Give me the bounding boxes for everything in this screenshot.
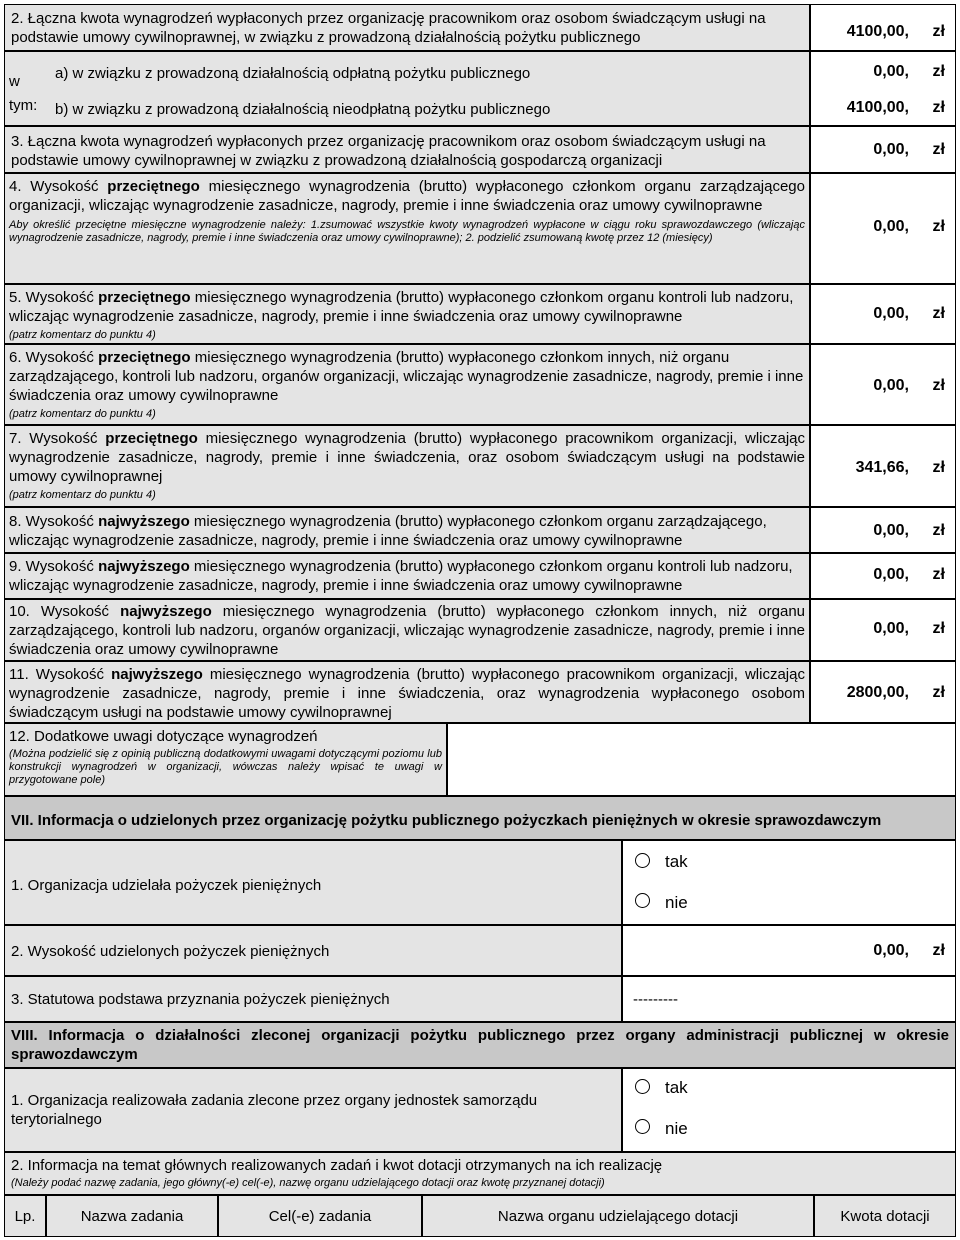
row-7-value — [810, 425, 956, 507]
row-2-amount: 4100,00, — [846, 23, 909, 40]
s8-q1-tak-radio[interactable] — [635, 1079, 650, 1094]
section-7-title: VII. Informacja o udzielonych przez organizację pożytku publicznego pożyczkach pieniężnych w okresie sprawozdawczym — [11, 812, 882, 829]
row-5-text-pre: 5. Wysokość — [9, 289, 99, 306]
row-9-label-cell — [4, 553, 810, 599]
s7-q1-nie-radio[interactable] — [635, 893, 650, 908]
row-8-currency: zł — [932, 522, 945, 539]
row-8-value — [810, 507, 956, 553]
row-12-text: 12. Dodatkowe uwagi dotyczące wynagrodzeń — [9, 728, 318, 745]
row-7-label-cell — [4, 425, 810, 507]
row-10-value — [810, 599, 956, 661]
row-5-text-emphasis: przeciętnego — [98, 289, 191, 306]
row-2-value — [810, 4, 956, 51]
s7-q3-text: 3. Statutowa podstawa przyznania pożyczek pieniężnych — [11, 991, 390, 1008]
row-2b-value — [810, 89, 956, 126]
s7-q2-text: 2. Wysokość udzielonych pożyczek pieniężnych — [11, 943, 330, 960]
row-3-value — [810, 126, 956, 173]
row-4-text-pre: 4. Wysokość — [9, 178, 108, 195]
row-9-text — [9, 557, 805, 595]
row-2b-currency: zł — [932, 99, 945, 116]
table-header-grant-amount: Kwota dotacji — [814, 1195, 956, 1237]
row-2b-amount: 4100,00, — [846, 99, 909, 116]
table-header-grant-authority: Nazwa organu udzielającego dotacji — [422, 1195, 814, 1237]
row-4-amount: 0,00, — [873, 218, 909, 235]
row-8-text-post: miesięcznego wynagrodzenia (brutto) wypłaconego członkom organu zarządzającego, wliczając wynagrodzenie zasadnicze, nagrody, premie i inne świadczenia oraz umowy cywilnoprawne — [9, 513, 767, 549]
row-4-currency: zł — [932, 218, 945, 235]
row-10-text-pre: 10. Wysokość — [9, 603, 121, 620]
row-4-label-cell — [4, 173, 810, 284]
row-6-note: (patrz komentarz do punktu 4) — [9, 408, 156, 420]
row-11-text-post: miesięcznego wynagrodzenia (brutto) wypłaconego pracownikom organizacji, wliczając wynagrodzenie zasadnicze, nagrody, premie i inne świadczenia, oraz wynagrodzenia wypłaconego osobom świadczącym usługi na podstawie umowy cywilnoprawnej — [9, 666, 805, 721]
row-7-amount: 341,66, — [855, 459, 909, 476]
s8-q1-options-cell — [622, 1068, 956, 1152]
row-5-text-post: miesięcznego wynagrodzenia (brutto) wypłaconego członkom organu kontroli lub nadzoru, wliczając wynagrodzenie zasadnicze, nagrody, premie i inne świadczenia oraz umowy cywilnoprawne — [9, 289, 794, 325]
row-2b-text: b) w związku z prowadzoną działalnością nieodpłatną pożytku publicznego — [55, 101, 551, 118]
row-5-amount: 0,00, — [873, 305, 909, 322]
s7-q2-label-cell — [4, 925, 622, 976]
s7-q1-label-cell — [4, 840, 622, 925]
row-6-label-cell — [4, 344, 810, 425]
w-tym-cell — [4, 51, 810, 126]
row-5-label-cell — [4, 284, 810, 344]
table-header-task-name: Nazwa zadania — [46, 1195, 218, 1237]
s8-q2-note: (Należy podać nazwę zadania, jego główny(-e) cel(-e), nazwę organu udzielającego dotacji oraz kwotę przyznanej dotacji) — [11, 1177, 605, 1189]
row-9-amount: 0,00, — [873, 566, 909, 583]
row-6-text-emphasis: przeciętnego — [98, 349, 191, 366]
s8-q1-tak-label[interactable]: tak — [665, 1078, 688, 1097]
row-4-text — [9, 177, 805, 215]
row-4-note: Aby określić przeciętne miesięczne wynagrodzenie należy: 1.zsumować wszystkie kwoty wynagrodzeń wypłacone w ciągu roku sprawozdawczego (wliczając wynagrodzenie zasadnicze, nagrody, premie i inne świadczenia oraz umowy cywilnoprawne); 2. podzielić zsumowaną kwotę przez 12 (miesięcy) — [9, 219, 805, 244]
row-9-value — [810, 553, 956, 599]
row-12-remarks-field[interactable] — [447, 723, 956, 796]
row-6-currency: zł — [932, 377, 945, 394]
row-2a-currency: zł — [932, 63, 945, 80]
row-10-label-cell — [4, 599, 810, 661]
row-5-currency: zł — [932, 305, 945, 322]
section-8-title: VIII. Informacja o działalności zleconej organizacji pożytku publicznego przez organy administracji publicznej w okresie sprawozdawczym — [11, 1027, 949, 1063]
row-10-currency: zł — [932, 620, 945, 637]
row-7-text-emphasis: przeciętnego — [105, 430, 198, 447]
row-7-text-pre: 7. Wysokość — [9, 430, 106, 447]
s7-q1-text: 1. Organizacja udzielała pożyczek pieniężnych — [11, 877, 322, 894]
s8-q2-text: 2. Informacja na temat głównych realizowanych zadań i kwot dotacji otrzymanych na ich realizację — [11, 1157, 663, 1174]
row-12-note: (Można podzielić się z opinią publiczną dodatkowymi uwagami dotyczącymi poziomu lub konstrukcji wynagrodzeń w organizacji, wówczas należy wpisać te uwagi w przygotowane pole) — [9, 748, 442, 786]
row-4-value — [810, 173, 956, 284]
s8-q1-nie-radio[interactable] — [635, 1119, 650, 1134]
s7-q2-value — [622, 925, 956, 976]
row-11-currency: zł — [932, 684, 945, 701]
row-5-note: (patrz komentarz do punktu 4) — [9, 329, 156, 341]
row-11-value — [810, 661, 956, 723]
row-2-label-cell — [4, 4, 810, 51]
s7-q3-value-cell — [622, 976, 956, 1022]
s7-q2-currency: zł — [932, 942, 945, 959]
row-4-text-post: miesięcznego wynagrodzenia (brutto) wypłaconego członkom organu zarządzającego organizacji, wliczając wynagrodzenie zasadnicze, nagrody, premie i inne świadczenia oraz umowy cywilnoprawne — [9, 178, 805, 214]
row-9-text-emphasis: najwyższego — [98, 558, 190, 575]
row-3-amount: 0,00, — [873, 141, 909, 158]
row-8-amount: 0,00, — [873, 522, 909, 539]
row-9-text-post: miesięcznego wynagrodzenia (brutto) wypłaconego członkom organu kontroli lub nadzoru, wliczając wynagrodzenie zasadnicze, nagrody, premie i inne świadczenia oraz umowy cywilnoprawne — [9, 558, 793, 594]
table-header-lp: Lp. — [4, 1195, 46, 1237]
row-3-text: 3. Łączna kwota wynagrodzeń wypłaconych przez organizację pracownikom oraz osobom świadczącym usługi na podstawie umowy cywilnoprawnej w związku z prowadzoną działalnością gospodarczą organizacji — [11, 133, 766, 169]
s7-q3-value: --------- — [633, 991, 678, 1008]
row-8-label-cell — [4, 507, 810, 553]
row-8-text-emphasis: najwyższego — [98, 513, 190, 530]
row-2a-value — [810, 51, 956, 89]
row-2a-text: a) w związku z prowadzoną działalnością odpłatną pożytku publicznego — [55, 65, 531, 82]
row-11-text-emphasis: najwyższego — [111, 666, 203, 683]
row-10-text-post: miesięcznego wynagrodzenia (brutto) wypłaconego członkom innych, niż organu zarządzającego, kontroli lub nadzoru, organów organizacji, wliczając wynagrodzenie zasadnicze, nagrody, premie i inne świadczenia oraz umowy cywilnoprawne — [9, 603, 806, 658]
row-11-text-pre: 11. Wysokość — [9, 666, 112, 683]
w-tym-label: w tym: — [9, 73, 38, 114]
row-11-text — [9, 665, 805, 722]
row-6-text-post: miesięcznego wynagrodzenia (brutto) wypłaconego członkom innych, niż organu zarządzającego, kontroli lub nadzoru, organów organizacji, wliczając wynagrodzenie zasadnicze, nagrody, premie i inne świadczenia oraz umowy cywilnoprawne — [9, 349, 804, 404]
s7-q1-tak-radio[interactable] — [635, 853, 650, 868]
s8-q1-text: 1. Organizacja realizowała zadania zlecone przez organy jednostek samorządu terytorialnego — [11, 1092, 538, 1128]
row-8-text-pre: 8. Wysokość — [9, 513, 99, 530]
row-4-text-emphasis: przeciętnego — [107, 178, 200, 195]
s8-q1-nie-label[interactable]: nie — [665, 1119, 688, 1138]
row-5-text — [9, 288, 805, 326]
row-2a-amount: 0,00, — [873, 63, 909, 80]
table-header-task-goals: Cel(-e) zadania — [218, 1195, 422, 1237]
s7-q1-options-cell — [622, 840, 956, 925]
row-6-text-pre: 6. Wysokość — [9, 349, 99, 366]
section-8-header — [4, 1022, 956, 1068]
row-10-text — [9, 602, 805, 659]
s7-q1-nie-label[interactable]: nie — [665, 893, 688, 912]
s8-q2-cell — [4, 1152, 956, 1195]
row-10-text-emphasis: najwyższego — [120, 603, 212, 620]
row-12-label-cell — [4, 723, 447, 796]
row-7-text-post: miesięcznego wynagrodzenia (brutto) wypłaconego pracownikom organizacji, wliczając wynagrodzenie zasadnicze, nagrody, premie i inne świadczenia, oraz osobom świadczącym usługi na podstawie umowy cywilnoprawnej — [9, 430, 805, 485]
row-10-amount: 0,00, — [873, 620, 909, 637]
row-8-text — [9, 512, 805, 550]
row-9-currency: zł — [932, 566, 945, 583]
row-11-amount: 2800,00, — [846, 684, 909, 701]
row-6-text — [9, 348, 805, 405]
row-11-label-cell — [4, 661, 810, 723]
row-9-text-pre: 9. Wysokość — [9, 558, 99, 575]
s7-q2-amount: 0,00, — [873, 942, 909, 959]
row-6-value — [810, 344, 956, 425]
row-7-text — [9, 429, 805, 486]
row-7-currency: zł — [932, 459, 945, 476]
row-5-value — [810, 284, 956, 344]
row-6-amount: 0,00, — [873, 377, 909, 394]
s7-q3-label-cell — [4, 976, 622, 1022]
s8-q1-label-cell — [4, 1068, 622, 1152]
s7-q1-tak-label[interactable]: tak — [665, 852, 688, 871]
row-3-label-cell — [4, 126, 810, 173]
row-7-note: (patrz komentarz do punktu 4) — [9, 489, 156, 501]
row-3-currency: zł — [932, 141, 945, 158]
row-2-currency: zł — [932, 23, 945, 40]
section-7-header — [4, 796, 956, 840]
row-2-text: 2. Łączna kwota wynagrodzeń wypłaconych przez organizację pracownikom oraz osobom świadczącym usługi na podstawie umowy cywilnoprawnej, w związku z prowadzoną działalnością pożytku publicznego — [11, 10, 766, 46]
